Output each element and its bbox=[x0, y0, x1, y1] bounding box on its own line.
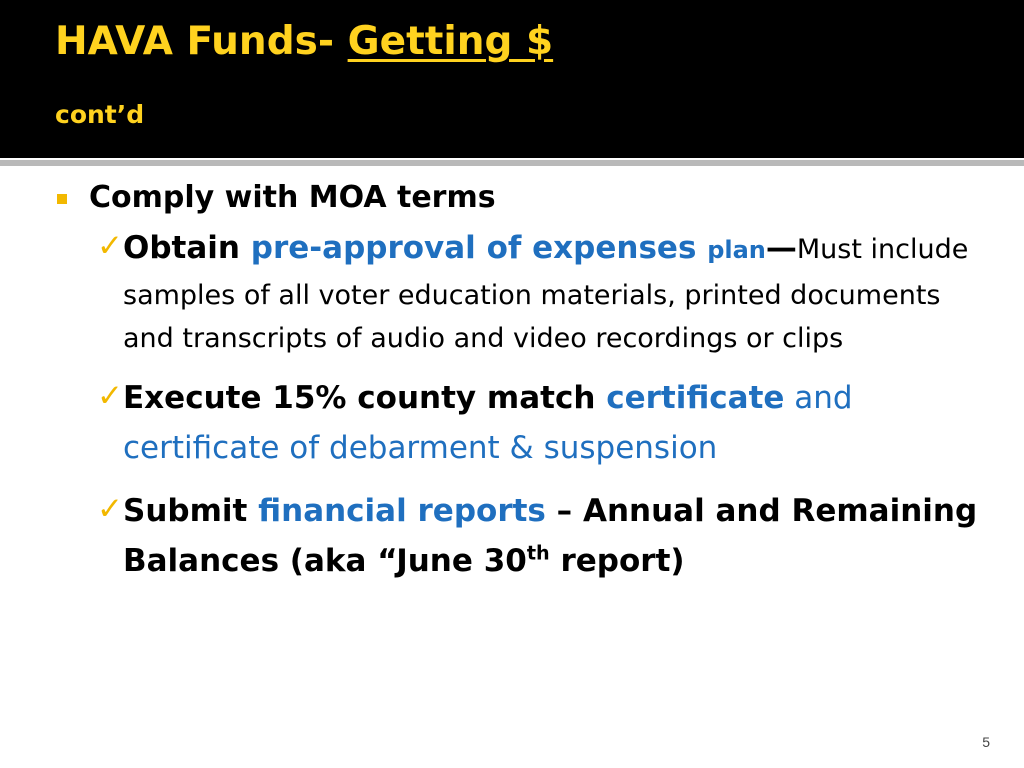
bullet-label: Comply with MOA terms bbox=[89, 180, 496, 215]
checklist-item-obtain bbox=[55, 224, 985, 360]
item-rest: – Annual and Remaining Balances (aka “June 30 bbox=[123, 493, 978, 579]
checklist-item-submit bbox=[55, 487, 985, 586]
slide-title bbox=[55, 20, 553, 65]
page-number: 5 bbox=[982, 734, 990, 750]
slide-subtitle: cont’d bbox=[55, 100, 145, 129]
square-bullet-icon bbox=[57, 194, 67, 204]
item-body: Must include samples of all voter education materials, printed documents and transcripts of audio and video recordings or clips bbox=[123, 234, 969, 354]
title-main: HAVA Funds- bbox=[55, 19, 348, 64]
item-end: report) bbox=[549, 542, 685, 579]
checkmark-icon: ✓ bbox=[97, 228, 123, 264]
item-highlight: financial reports bbox=[258, 493, 546, 530]
slide-content bbox=[55, 180, 985, 600]
item-lead: Execute 15% county match bbox=[123, 379, 607, 416]
checkmark-icon: ✓ bbox=[97, 377, 123, 414]
item-lead: Obtain bbox=[123, 230, 251, 266]
checkmark-icon: ✓ bbox=[97, 491, 123, 528]
title-underlined: Getting $ bbox=[347, 19, 554, 64]
item-rest: and certificate of debarment & suspension bbox=[123, 379, 853, 466]
bullet-comply bbox=[55, 180, 985, 216]
item-lead: Submit bbox=[123, 493, 259, 530]
item-highlight: pre-approval of expenses bbox=[250, 230, 708, 266]
item-superscript: th bbox=[526, 541, 550, 565]
checklist-item-execute bbox=[55, 374, 985, 473]
item-dash: — bbox=[765, 230, 797, 266]
title-divider bbox=[0, 158, 1024, 166]
item-highlight: certificate bbox=[606, 379, 785, 416]
item-highlight-plan: plan bbox=[707, 236, 766, 264]
